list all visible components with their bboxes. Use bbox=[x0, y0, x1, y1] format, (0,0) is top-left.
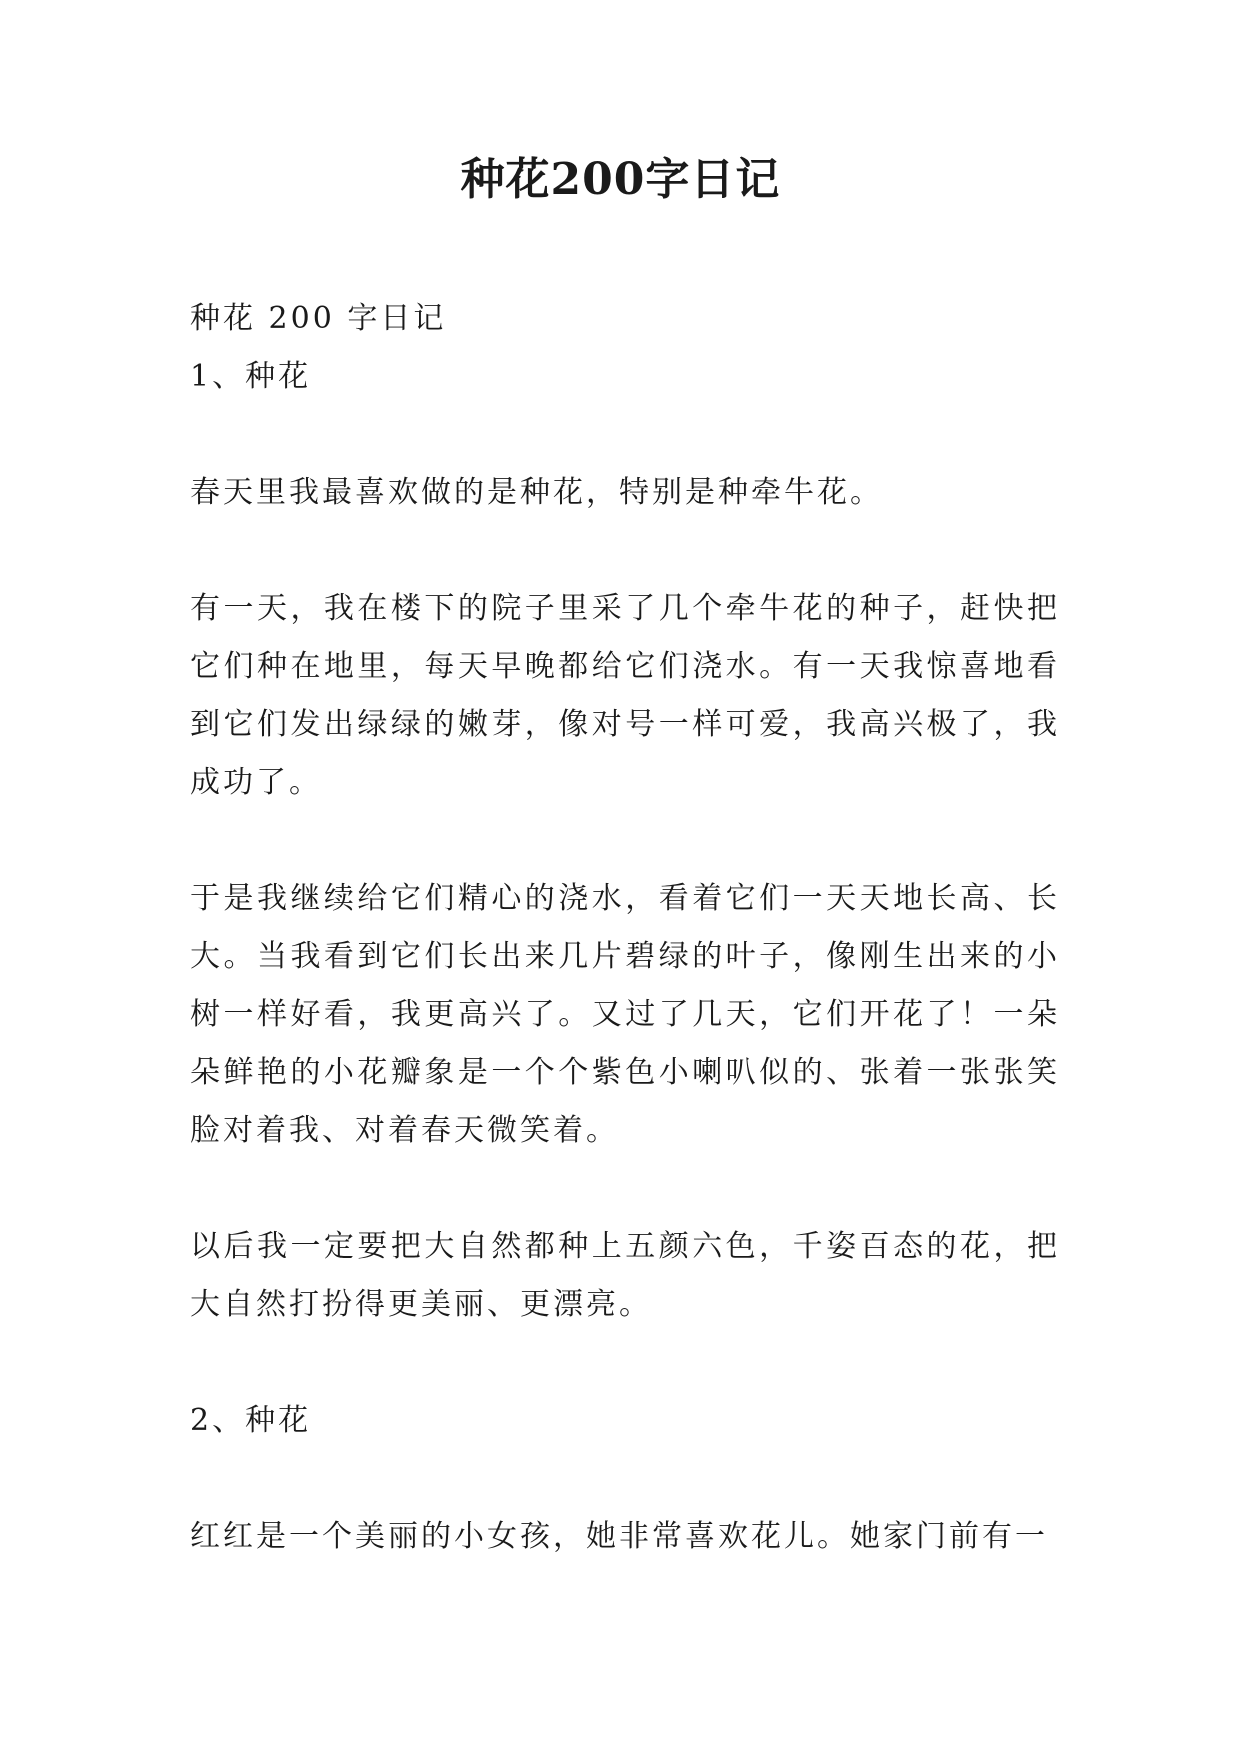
paragraph-spacer bbox=[190, 522, 1060, 580]
section-heading-1: 1、种花 bbox=[190, 359, 312, 394]
paragraph-5: 红红是一个美丽的小女孩，她非常喜欢花儿。她家门前有一 bbox=[190, 1519, 1048, 1554]
paragraph-spacer bbox=[190, 1450, 1060, 1508]
paragraph-spacer bbox=[190, 1334, 1060, 1392]
paragraph-2: 有一天，我在楼下的院子里采了几个牵牛花的种子，赶快把它们种在地里，每天早晚都给它们浇水。有一天我惊喜地看到它们发出绿绿的嫩芽，像对号一样可爱，我高兴极了，我成功了。 bbox=[190, 591, 1060, 800]
paragraph-spacer bbox=[190, 812, 1060, 870]
paragraph-3: 于是我继续给它们精心的浇水，看着它们一天天地长高、长大。当我看到它们长出来几片碧绿的叶子，像刚生出来的小树一样好看，我更高兴了。又过了几天，它们开花了！一朵朵鲜艳的小花瓣象是一个个紫色小喇叭似的、张着一张张笑脸对着我、对着春天微笑着。 bbox=[190, 881, 1060, 1148]
section-heading-2: 2、种花 bbox=[190, 1403, 312, 1438]
paragraph-4: 以后我一定要把大自然都种上五颜六色，千姿百态的花，把大自然打扮得更美丽、更漂亮。 bbox=[190, 1229, 1060, 1322]
paragraph-spacer bbox=[190, 406, 1060, 464]
paragraph-spacer bbox=[190, 1160, 1060, 1218]
document-title: 种花200字日记 bbox=[460, 154, 781, 205]
paragraph-1: 春天里我最喜欢做的是种花，特别是种牵牛花。 bbox=[190, 475, 883, 510]
document-body bbox=[190, 290, 1060, 1566]
document-subtitle: 种花 200 字日记 bbox=[190, 301, 447, 336]
